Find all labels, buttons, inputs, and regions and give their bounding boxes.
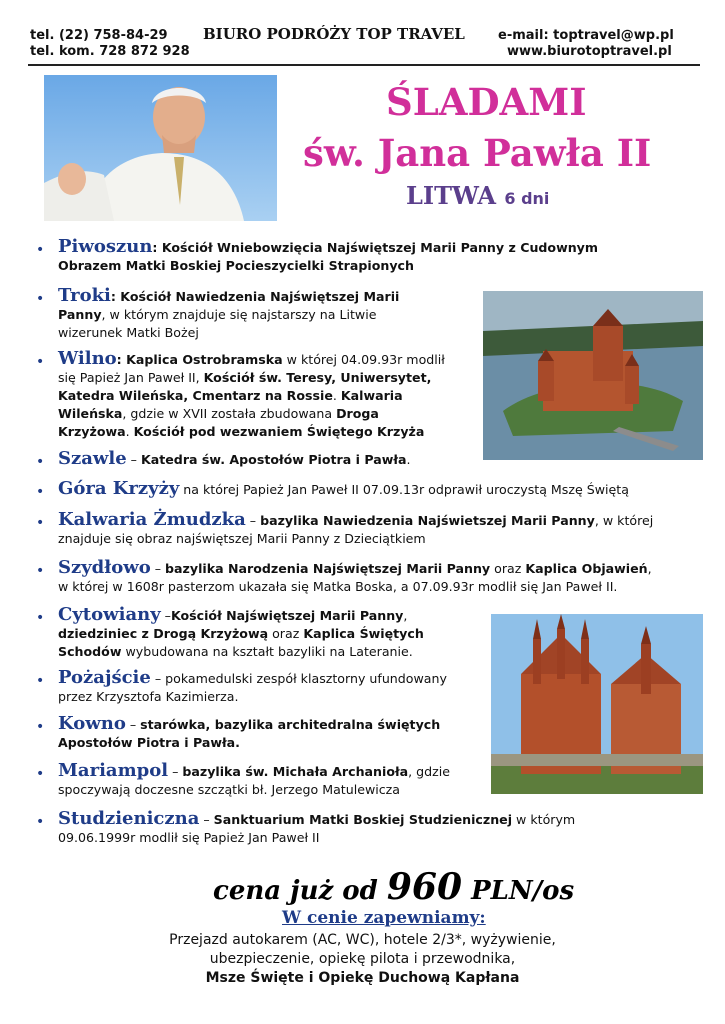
- item-text: : Kaplica Ostrobramska: [116, 352, 283, 367]
- item-text: się Papież Jan Paweł II,: [58, 370, 204, 385]
- included-line2: ubezpieczenie, opiekę pilota i przewodnika,: [209, 951, 516, 967]
- item-text: spoczywają doczesne szczątki bł. Jerzego Matulewicza: [58, 782, 400, 797]
- item-text: bazylika Nawiedzenia Najświetszej Marii Panny: [260, 513, 595, 528]
- item-text: Sanktuarium Matki Boskiej Studzienicznej: [213, 812, 513, 827]
- item-text: Kościół Najświętszej Marii Panny: [170, 608, 404, 623]
- place-name: Mariampol: [58, 760, 169, 781]
- bullet: •: [36, 354, 45, 370]
- item-text: .: [125, 424, 134, 439]
- place-name: Szydłowo: [58, 557, 151, 578]
- place-name: Wilno: [58, 348, 117, 369]
- item-text: w której 04.09.93r modlił: [282, 352, 445, 367]
- item-text: Kaplica Świętych: [303, 626, 424, 641]
- item-text: –: [168, 764, 183, 779]
- header-email: e-mail: toptravel@wp.pl: [498, 28, 674, 43]
- item-text: , w którym znajduje się najstarszy na Litwie: [101, 307, 377, 322]
- item-text: ,: [647, 561, 652, 576]
- bullet: •: [36, 673, 45, 689]
- item-text: znajduje się obraz najświętszej Marii Panny z Dzieciątkiem: [58, 531, 426, 546]
- item-text: –: [150, 561, 166, 576]
- item-text: .: [406, 452, 411, 467]
- item-text: Krzyżowa: [58, 424, 126, 439]
- place-name: Góra Krzyży: [58, 478, 180, 499]
- title-country: [406, 181, 549, 210]
- bullet: •: [36, 814, 45, 830]
- item-text: –: [125, 717, 141, 732]
- place-name: Szawle: [58, 448, 127, 469]
- item-text: ,: [403, 608, 408, 623]
- item-text: przez Krzysztofa Kazimierza.: [58, 689, 239, 704]
- item-text: , w której: [594, 513, 654, 528]
- item-text: – pokamedulski zespół klasztorny ufundowany: [150, 671, 447, 686]
- place-name: Pożajście: [58, 667, 151, 688]
- place-name: Studzieniczna: [58, 808, 200, 829]
- item-text: Schodów: [58, 644, 122, 659]
- item-text: Droga: [336, 406, 379, 421]
- trakai-castle-photo: [483, 291, 703, 460]
- item-text: Wileńska: [58, 406, 123, 421]
- bullet: •: [36, 484, 45, 500]
- item-text: Katedra św. Apostołów Piotra i Pawła: [140, 452, 407, 467]
- place-name: Cytowiany: [58, 604, 161, 625]
- header-phone: tel. (22) 758-84-29: [30, 28, 168, 43]
- item-text: .: [332, 388, 341, 403]
- price-suffix: PLN/os: [462, 876, 575, 906]
- item-text: w którym: [512, 812, 576, 827]
- item-text: Obrazem Matki Boskiej Pocieszycielki Strapionych: [58, 258, 414, 273]
- item-text: bazylika św. Michała Archanioła: [182, 764, 409, 779]
- item-text: –: [245, 513, 261, 528]
- item-text: Kościół św. Teresy, Uniwersytet,: [203, 370, 432, 385]
- header-website: www.biurotoptravel.pl: [507, 44, 672, 59]
- item-text: Panny: [58, 307, 102, 322]
- included-title: W cenie zapewniamy:: [282, 908, 486, 928]
- header-company: BIURO PODRÓŻY TOP TRAVEL: [203, 25, 465, 43]
- included-line1: Przejazd autokarem (AC, WC), hotele 2/3*, wyżywienie,: [169, 932, 556, 948]
- item-text: Apostołów Piotra i Pawła.: [58, 735, 240, 750]
- bullet: •: [36, 454, 45, 470]
- included-line3: Msze Święte i Opiekę Duchową Kapłana: [205, 970, 520, 986]
- item-text: oraz: [490, 561, 526, 576]
- item-text: Kaplica Objawień: [525, 561, 648, 576]
- item-text: : Kościół Nawiedzenia Najświętszej Marii: [110, 289, 400, 304]
- price-prefix: cena już od: [213, 876, 387, 906]
- place-name: Kalwaria Żmudzka: [58, 509, 246, 530]
- bullet: •: [36, 719, 45, 735]
- item-text: w której w 1608r pasterzom ukazała się Matka Boska, a 07.09.93r modlił się Jan Paweł II.: [58, 579, 618, 594]
- item-text: oraz: [268, 626, 304, 641]
- item-text: , gdzie w XVII została zbudowana: [122, 406, 337, 421]
- country-label: LITWA: [406, 181, 496, 210]
- item-text: , gdzie: [408, 764, 450, 779]
- price-value: 960: [386, 866, 463, 908]
- item-text: : Kościół Wniebowzięcia Najświętszej Marii Panny z Cudownym: [152, 240, 599, 255]
- days-label: 6 dni: [504, 189, 550, 208]
- bullet: •: [36, 515, 45, 531]
- item-text: Kościół pod wezwaniem Świętego Krzyża: [133, 424, 425, 439]
- bullet: •: [36, 563, 45, 579]
- header-mobile: tel. kom. 728 872 928: [30, 44, 190, 59]
- item-text: wizerunek Matki Bożej: [58, 325, 199, 340]
- item-text: –: [199, 812, 214, 827]
- item-text: bazylika Narodzenia Najświętszej Marii Panny: [165, 561, 491, 576]
- item-text: wybudowana na kształt bazyliki na Lateranie.: [121, 644, 413, 659]
- item-text: –: [160, 608, 171, 623]
- item-text: –: [126, 452, 141, 467]
- title-line2: św. Jana Pawła II: [303, 131, 652, 175]
- bullet: •: [36, 291, 45, 307]
- bullet: •: [36, 766, 45, 782]
- place-name: Piwoszun: [58, 236, 153, 257]
- item-text: starówka, bazylika architedralna świętych: [140, 717, 441, 732]
- bullet: •: [36, 610, 45, 626]
- price-line: [213, 866, 574, 908]
- title-line1: ŚLADAMI: [386, 80, 587, 124]
- item-text: Katedra Wileńska, Cmentarz na Rossie: [58, 388, 333, 403]
- bullet: •: [36, 242, 45, 258]
- header-divider: [28, 64, 700, 66]
- item-text: Kalwaria: [340, 388, 403, 403]
- item-text: dziedziniec z Drogą Krzyżową: [58, 626, 269, 641]
- pope-photo: [44, 75, 277, 221]
- item-text: na której Papież Jan Paweł II 07.09.13r odprawił uroczystą Mszę Świętą: [179, 482, 629, 497]
- place-name: Troki: [58, 285, 111, 306]
- place-name: Kowno: [58, 713, 126, 734]
- st-anne-church-photo: [491, 614, 703, 794]
- item-text: 09.06.1999r modlił się Papież Jan Paweł II: [58, 830, 320, 845]
